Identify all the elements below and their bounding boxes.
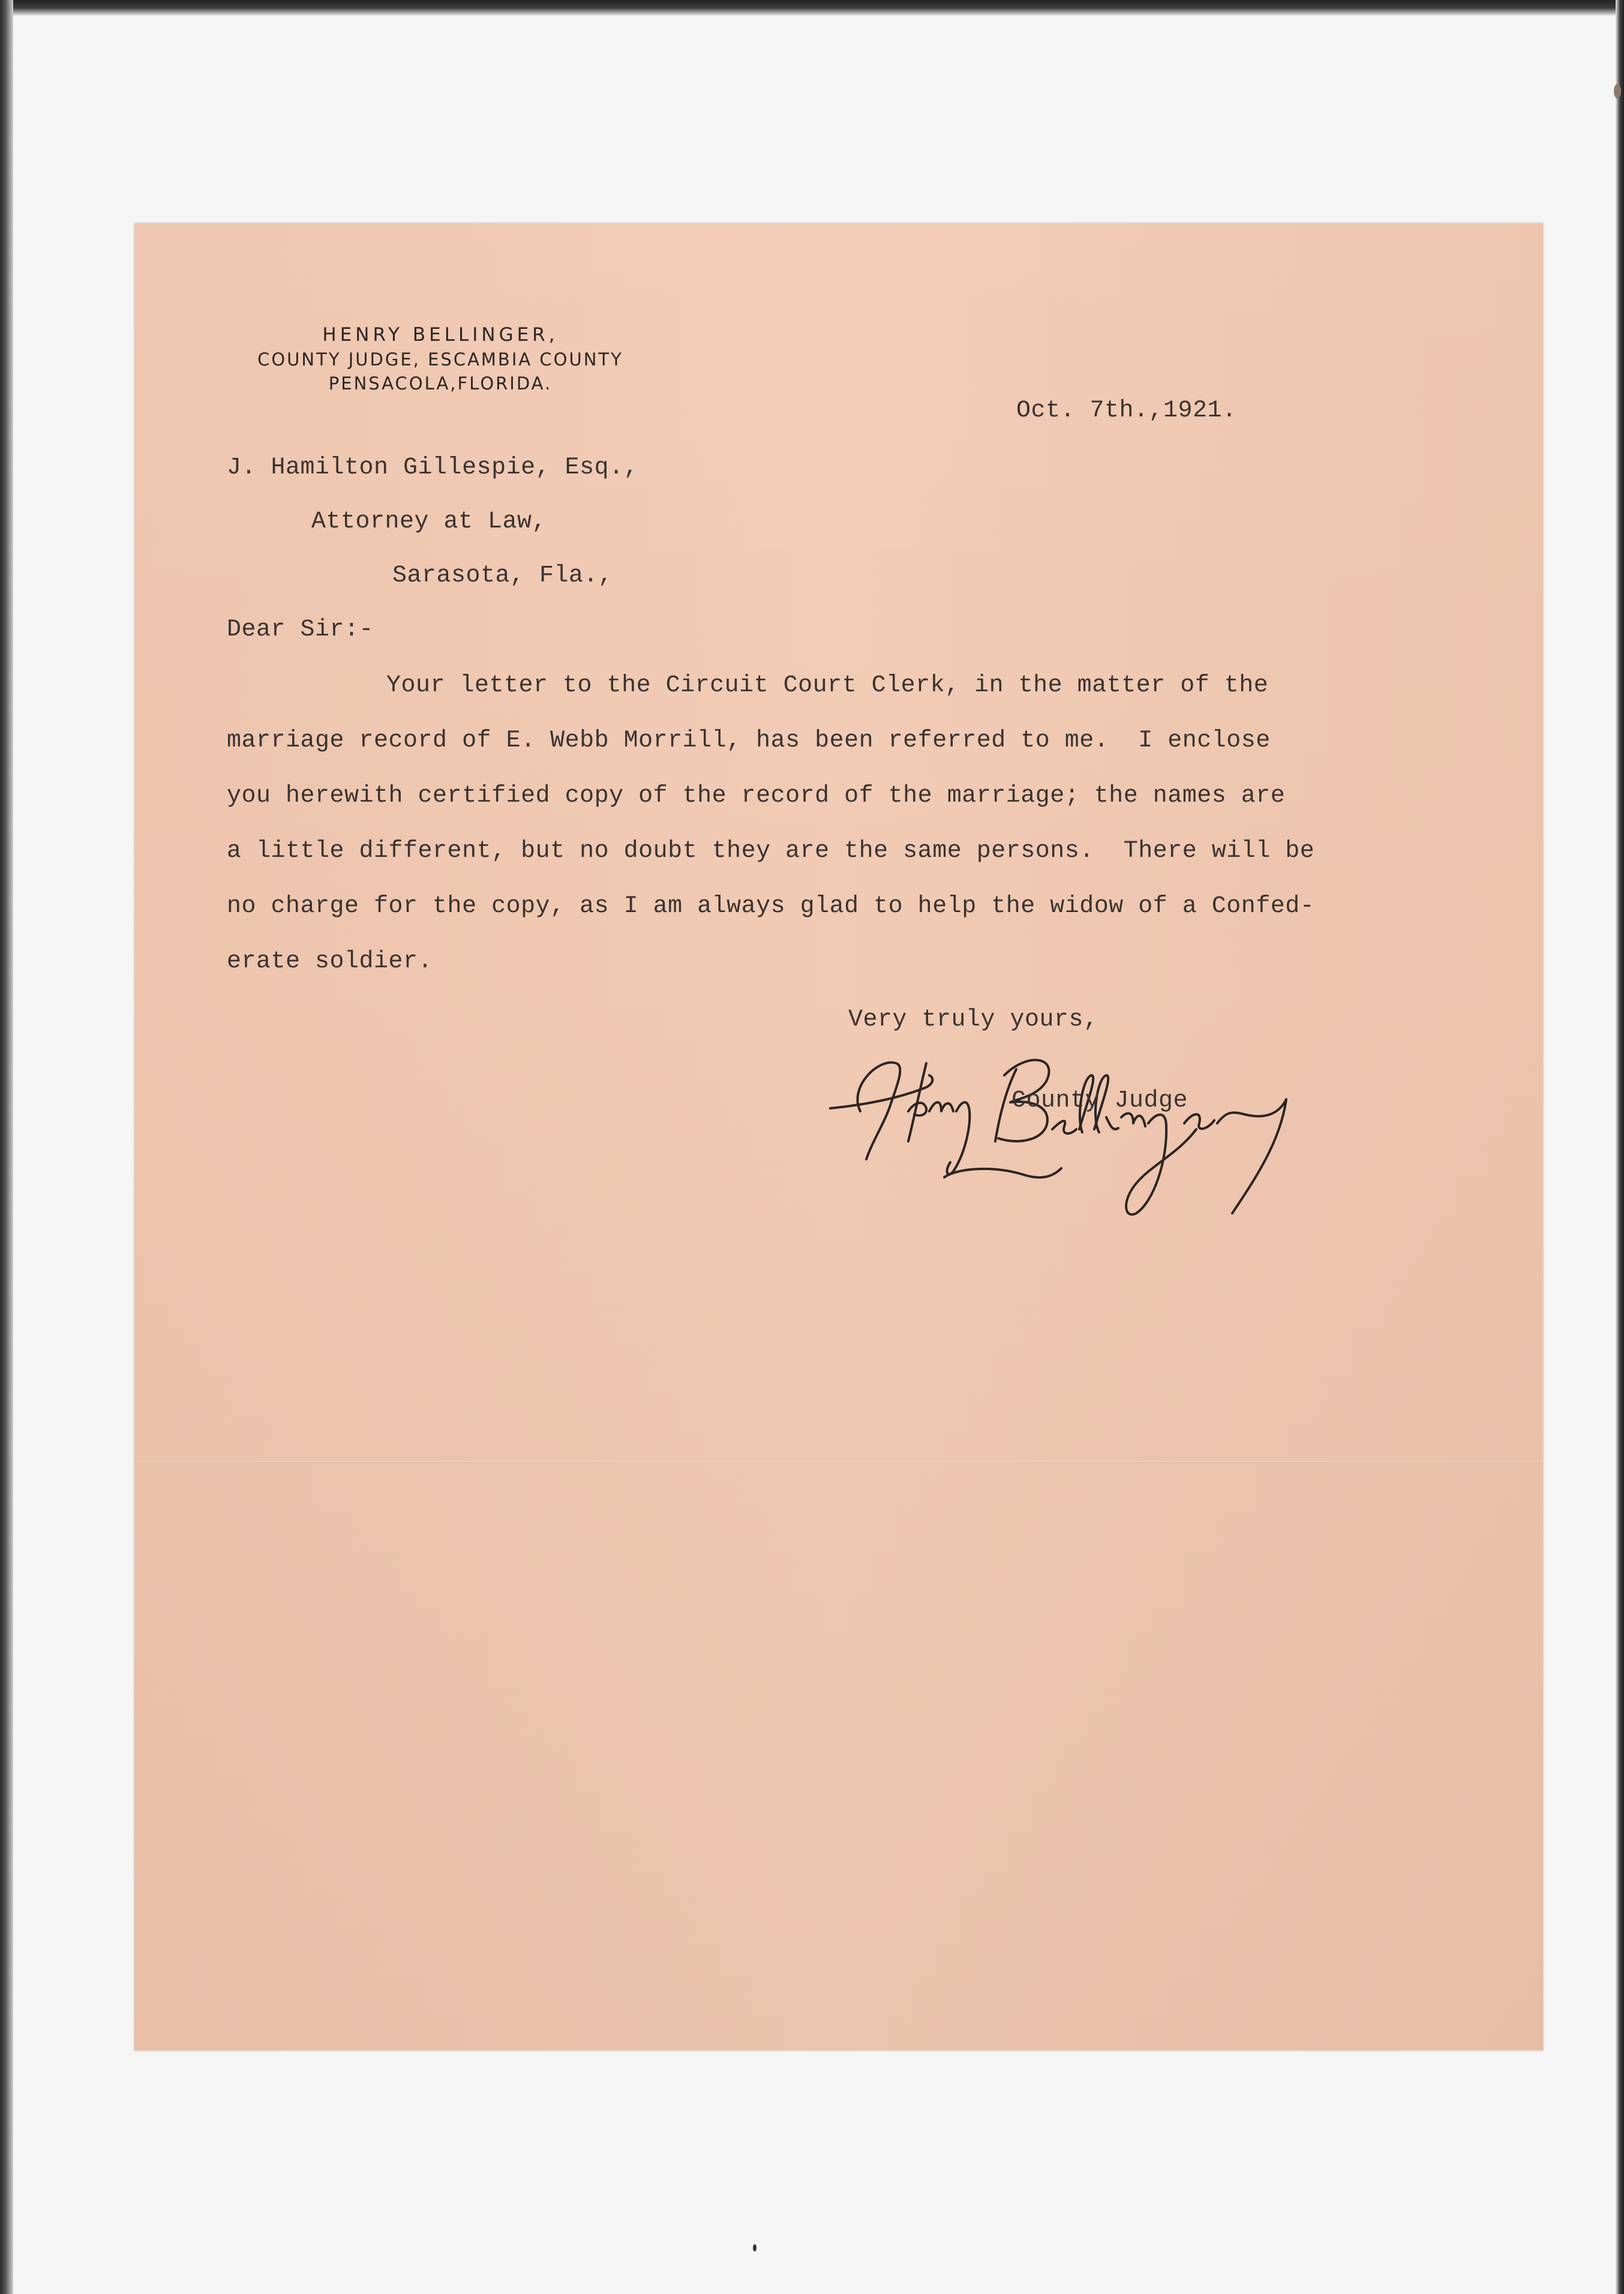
body-line: marriage record of E. Webb Morrill, has been referred to me. I enclose bbox=[227, 727, 1271, 754]
recipient-profession: Attorney at Law, bbox=[311, 508, 547, 535]
salutation: Dear Sir:- bbox=[227, 616, 374, 643]
signer-title: County Judge bbox=[1011, 1087, 1188, 1114]
body-line: Your letter to the Circuit Court Clerk, in the matter of the bbox=[386, 672, 1269, 699]
body-line: a little different, but no doubt they are the same persons. There will be bbox=[227, 838, 1315, 865]
paper-fold-crease bbox=[134, 1459, 1543, 1463]
scanner-right-edge bbox=[1616, 0, 1624, 2294]
scanner-top-edge bbox=[0, 0, 1624, 16]
scanner-left-edge bbox=[0, 0, 13, 2294]
handwritten-signature bbox=[824, 1021, 1304, 1219]
letterhead bbox=[134, 322, 746, 395]
letterhead-title: COUNTY JUDGE, ESCAMBIA COUNTY bbox=[257, 349, 623, 370]
body-line: erate soldier. bbox=[227, 948, 433, 975]
body-line: you herewith certified copy of the record of the marriage; the names are bbox=[227, 782, 1286, 809]
recipient-name: J. Hamilton Gillespie, Esq., bbox=[227, 454, 639, 481]
letter-sheet bbox=[134, 223, 1543, 2050]
closing: Very truly yours, bbox=[848, 1006, 1098, 1033]
dust-speck bbox=[753, 2244, 757, 2251]
letterhead-name: HENRY BELLINGER, bbox=[322, 324, 559, 346]
recipient-location: Sarasota, Fla., bbox=[392, 562, 613, 589]
dust-speck bbox=[1614, 84, 1621, 98]
body-line: no charge for the copy, as I am always glad to help the widow of a Confed- bbox=[227, 893, 1315, 920]
letter-date: Oct. 7th.,1921. bbox=[1016, 397, 1237, 424]
letterhead-city: PENSACOLA,FLORIDA. bbox=[328, 373, 553, 394]
